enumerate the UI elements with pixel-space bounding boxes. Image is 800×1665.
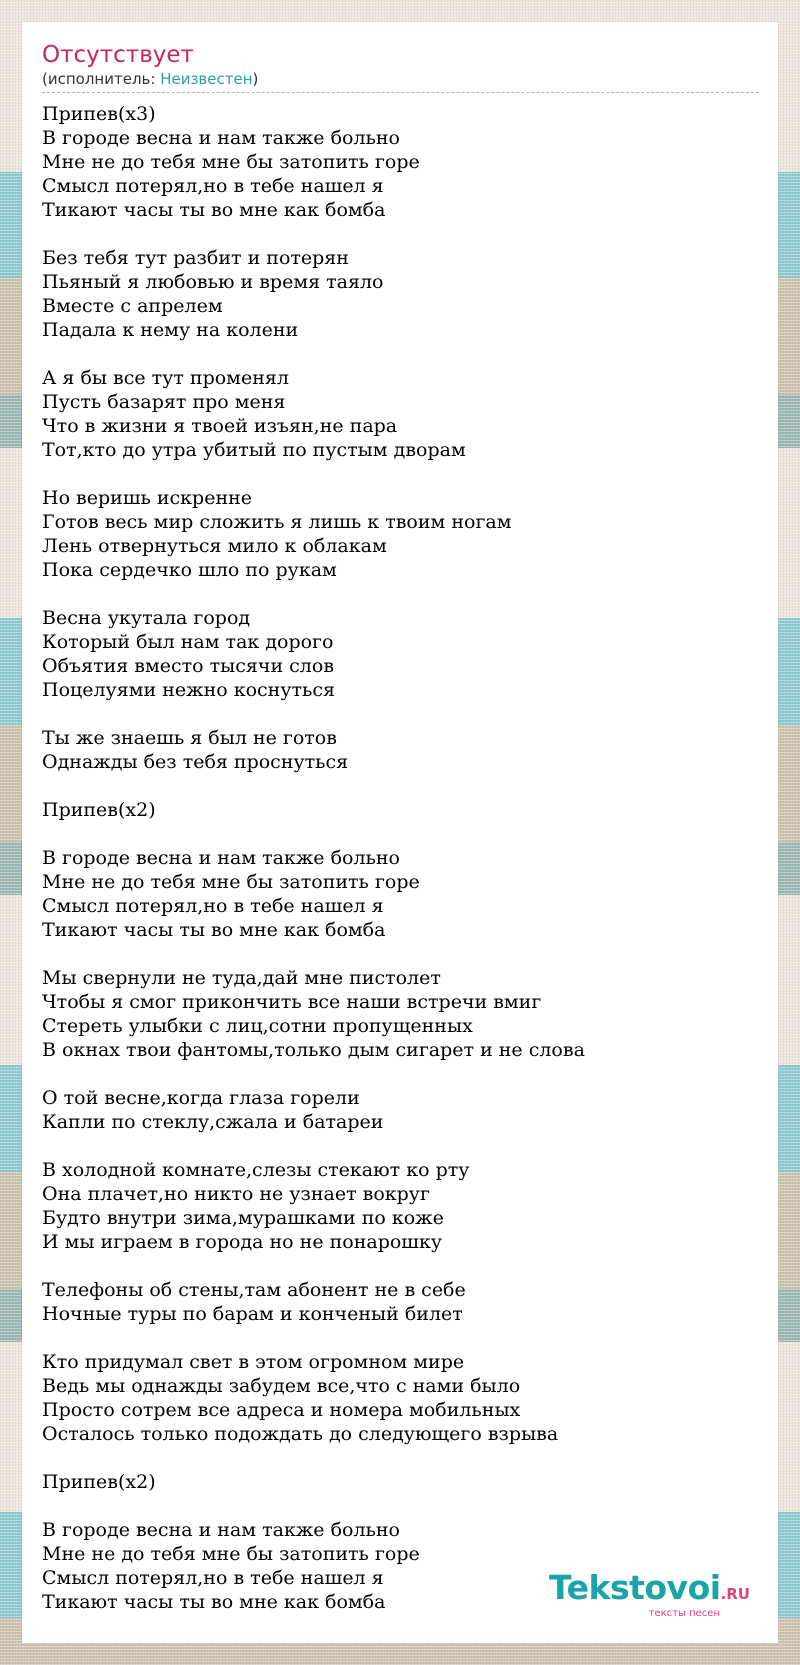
lyric-line: Ты же знаешь я был не готов [42, 727, 337, 749]
lyric-line: Мне не до тебя мне бы затопить горе [42, 151, 420, 173]
lyric-line: Стереть улыбки с лиц,сотни пропущенных [42, 1015, 473, 1037]
lyric-spacer [42, 1494, 758, 1518]
lyric-line: Который был нам так дорого [42, 631, 334, 653]
lyric-line: Мне не до тебя мне бы затопить горе [42, 1543, 420, 1565]
lyric-line: Просто сотрем все адреса и номера мобильных [42, 1399, 521, 1421]
lyric-line: Мне не до тебя мне бы затопить горе [42, 871, 420, 893]
lyric-line: Будто внутри зима,мурашками по коже [42, 1207, 444, 1229]
site-logo[interactable] [549, 1568, 750, 1619]
lyric-line: И мы играем в города но не понарошку [42, 1231, 443, 1253]
logo-name: Tekstovoi [549, 1568, 721, 1607]
lyric-line: В холодной комнате,слезы стекают ко рту [42, 1159, 470, 1181]
lyric-line: Вместе с апрелем [42, 295, 223, 317]
song-title: Отсутствует [42, 42, 194, 68]
lyric-spacer [42, 702, 758, 726]
lyric-line: Телефоны об стены,там абонент не в себе [42, 1279, 466, 1301]
lyric-spacer [42, 1446, 758, 1470]
lyric-line: Смысл потерял,но в тебе нашел я [42, 895, 384, 917]
lyric-line: Пусть базарят про меня [42, 391, 286, 413]
lyric-line: Ночные туры по барам и конченый билет [42, 1303, 463, 1325]
lyric-line: Осталось только подождать до следующего взрыва [42, 1423, 559, 1445]
lyric-line: Кто придумал свет в этом огромном мире [42, 1351, 465, 1373]
lyric-line: В городе весна и нам также больно [42, 1519, 400, 1541]
lyric-spacer [42, 1254, 758, 1278]
lyric-spacer [42, 1326, 758, 1350]
lyric-line: Тикают часы ты во мне как бомба [42, 1591, 386, 1613]
logo-tld: .RU [720, 1585, 750, 1603]
lyric-line: Припев(x2) [42, 1471, 156, 1493]
lyric-line: О той весне,когда глаза горели [42, 1087, 360, 1109]
lyric-line: Капли по стеклу,сжала и батареи [42, 1111, 384, 1133]
song-card [22, 22, 778, 1643]
lyric-line: Весна укутала город [42, 607, 251, 629]
artist-line [42, 70, 759, 93]
lyric-spacer [42, 1062, 758, 1086]
lyric-spacer [42, 342, 758, 366]
lyric-line: Тикают часы ты во мне как бомба [42, 199, 386, 221]
lyric-line: Припев(x3) [42, 103, 156, 125]
lyric-line: Пьяный я любовью и время таяло [42, 271, 384, 293]
lyric-line: Тот,кто до утра убитый по пустым дворам [42, 439, 466, 461]
lyric-spacer [42, 462, 758, 486]
artist-link[interactable]: Неизвестен [160, 70, 253, 88]
lyric-line: В окнах твои фантомы,только дым сигарет и не слова [42, 1039, 585, 1061]
lyric-line: Она плачет,но никто не узнает вокруг [42, 1183, 430, 1205]
lyrics-block [42, 102, 758, 1614]
lyric-line: Но веришь искренне [42, 487, 253, 509]
lyric-line: Тикают часы ты во мне как бомба [42, 919, 386, 941]
lyric-spacer [42, 1134, 758, 1158]
lyric-line: Падала к нему на колени [42, 319, 299, 341]
lyric-line: Готов весь мир сложить я лишь к твоим ногам [42, 511, 512, 533]
artist-prefix: (исполнитель: [42, 70, 161, 88]
logo-tagline: тексты песен [648, 1608, 720, 1619]
lyric-line: Смысл потерял,но в тебе нашел я [42, 175, 384, 197]
lyric-line: В городе весна и нам также больно [42, 847, 400, 869]
lyric-spacer [42, 774, 758, 798]
artist-suffix: ) [252, 70, 259, 88]
logo-wordmark [549, 1568, 750, 1611]
lyric-line: Смысл потерял,но в тебе нашел я [42, 1567, 384, 1589]
lyric-line: А я бы все тут променял [42, 367, 289, 389]
lyric-line: Лень отвернуться мило к облакам [42, 535, 387, 557]
lyric-line: Мы свернули не туда,дай мне пистолет [42, 967, 441, 989]
lyric-line: В городе весна и нам также больно [42, 127, 400, 149]
lyric-spacer [42, 822, 758, 846]
lyric-line: Поцелуями нежно коснуться [42, 679, 335, 701]
lyric-line: Припев(x2) [42, 799, 156, 821]
lyric-spacer [42, 942, 758, 966]
lyric-line: Однажды без тебя проснуться [42, 751, 349, 773]
lyric-line: Что в жизни я твоей изъян,не пара [42, 415, 398, 437]
lyric-line: Ведь мы однажды забудем все,что с нами было [42, 1375, 521, 1397]
lyric-spacer [42, 222, 758, 246]
lyric-line: Пока сердечко шло по рукам [42, 559, 337, 581]
lyric-line: Чтобы я смог прикончить все наши встречи вмиг [42, 991, 542, 1013]
lyric-line: Объятия вместо тысячи слов [42, 655, 335, 677]
lyric-spacer [42, 582, 758, 606]
lyric-line: Без тебя тут разбит и потерян [42, 247, 349, 269]
